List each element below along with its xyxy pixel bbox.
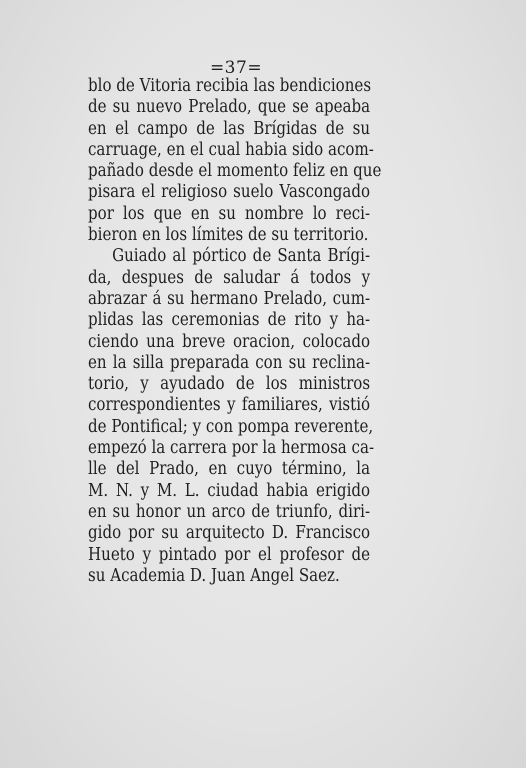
text-line: en el campo de las Brígidas de su	[88, 118, 371, 139]
text-line: carruage, en el cual habia sido acom-	[88, 139, 374, 160]
text-line: correspondientes y familiares, vistió	[88, 395, 371, 416]
text-line: empezó la carrera por la hermosa ca-	[88, 438, 375, 459]
text-line: Guiado al pórtico de Santa Brígi-	[112, 246, 371, 267]
text-line: abrazar á su hermano Prelado, cum-	[88, 288, 371, 309]
text-line: en la silla preparada con su reclina-	[88, 352, 371, 373]
text-line: plidas las ceremonias de rito y ha-	[88, 310, 371, 331]
text-line: por los que en su nombre lo reci-	[88, 203, 371, 224]
text-line: pañado desde el momento feliz en que	[88, 161, 382, 182]
text-line: de Pontifical; y con pompa reverente,	[88, 416, 374, 437]
text-line: de su nuevo Prelado, que se apeaba	[88, 97, 371, 118]
body-text	[88, 76, 382, 587]
text-line: torio, y ayudado de los ministros	[88, 374, 371, 395]
page-number: =37=	[209, 58, 263, 78]
text-line: gido por su arquitecto D. Francisco	[88, 523, 371, 544]
text-line: en su honor un arco de triunfo, diri-	[88, 501, 371, 522]
text-line: lle del Prado, en cuyo término, la	[88, 459, 371, 480]
text-line: blo de Vitoria recibia las bendiciones	[88, 76, 372, 96]
text-line: pisara el religioso suelo Vascongado	[88, 182, 371, 203]
text-line: Hueto y pintado por el profesor de	[88, 544, 371, 565]
text-line: da, despues de saludar á todos y	[88, 267, 371, 288]
text-line: bieron en los límites de su territorio.	[88, 225, 369, 246]
text-line: ciendo una breve oracion, colocado	[88, 331, 371, 352]
text-line: M. N. y M. L. ciudad habia erigido	[88, 480, 371, 501]
text-line: su Academia D. Juan Angel Saez.	[88, 565, 340, 586]
